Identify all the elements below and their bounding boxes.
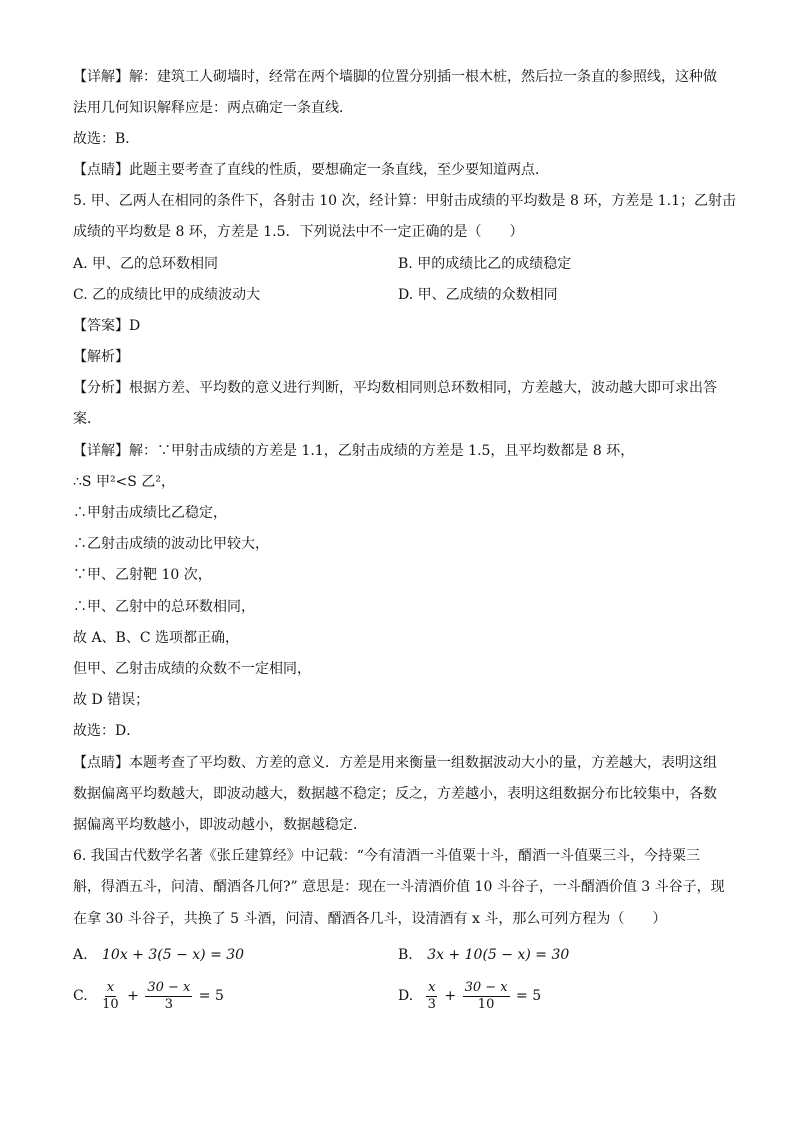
q5-comment-line1: 【点睛】本题考查了平均数、方差的意义．方差是用来衡量一组数据波动大小的量，方差越大，表明这组: [73, 755, 717, 771]
q6-option-b-expr: 3x + 10(5 − x) = 30: [427, 947, 570, 963]
q4-detail-line2: 法用几何知识解释应是：两点确定一条直线．: [73, 100, 353, 116]
q6-option-b: [398, 945, 569, 965]
q6-option-d-f2-denominator: 10: [477, 996, 495, 1012]
q5-detail-line8: 但甲、乙射击成绩的众数不一定相同，: [73, 661, 311, 677]
q6-option-c-f1-denominator: 10: [102, 996, 119, 1012]
q5-detail-line2: ∴S 甲²<S 乙²，: [73, 474, 175, 490]
q6-stem-line3: 在拿 30 斗谷子，共换了 5 斗酒，问清、醑酒各几斗，设清酒有 x 斗，那么可列方程为（ ）: [73, 911, 667, 927]
q5-option-a: A. 甲、乙的总环数相同: [73, 256, 219, 272]
q5-stem-line1: 5. 甲、乙两人在相同的条件下，各射击 10 次，经计算：甲射击成绩的平均数是 8 环，方差是 1.1；乙射击: [73, 193, 737, 209]
q6-option-d: [398, 977, 541, 1015]
q6-option-d-f1-numerator: x: [428, 979, 436, 995]
q6-option-d-fraction1: [426, 980, 438, 1013]
q5-comment-line3: 据偏离平均数越小，即波动越小，数据越稳定．: [73, 817, 367, 833]
q6-option-c-fraction1: [100, 980, 121, 1013]
q5-detail-line4: ∴乙射击成绩的波动比甲较大，: [73, 536, 269, 552]
q5-comment-line2: 数据偏离平均数越大，即波动越大，数据越不稳定；反之，方差越小，表明这组数据分布比较集中，各数: [73, 786, 717, 802]
q5-detail-line5: ∵甲、乙射靶 10 次，: [73, 567, 212, 583]
q6-option-c-f2-denominator: 3: [164, 996, 173, 1012]
q5-analysis-head: 【解析】: [73, 349, 129, 365]
q6-option-c-plus: +: [127, 988, 139, 1004]
q6-option-d-rhs: = 5: [516, 988, 542, 1004]
q5-option-c: C. 乙的成绩比甲的成绩波动大: [73, 287, 261, 303]
q6-stem-line1: 6. 我国古代数学名著《张丘建算经》中记载：“今有清酒一斗值粟十斗，醑酒一斗值粟三斗，今持粟三: [73, 848, 700, 864]
q6-option-c-f2-numerator: 30 − x: [147, 979, 191, 995]
q5-detail-line3: ∴甲射击成绩比乙稳定，: [73, 505, 227, 521]
q5-stem-line2: 成绩的平均数是 8 环，方差是 1.5．下列说法中不一定正确的是（ ）: [73, 224, 524, 240]
q6-option-d-label: D.: [398, 988, 414, 1004]
q6-option-c: [73, 977, 224, 1015]
q6-option-c-fraction2: [145, 980, 192, 1013]
q4-choose: 故选：B．: [73, 131, 140, 147]
q5-option-b: B. 甲的成绩比乙的成绩稳定: [398, 256, 572, 272]
q6-option-b-label: B.: [398, 947, 413, 963]
q6-option-d-plus: +: [444, 988, 457, 1004]
q4-detail-line1: 【详解】解：建筑工人砌墙时，经常在两个墙脚的位置分别插一根木桩，然后拉一条直的参照线，这种做: [73, 69, 717, 85]
q6-option-d-f1-denominator: 3: [427, 996, 436, 1012]
q5-analysis-line2: 案．: [73, 411, 101, 427]
q6-option-d-fraction2: [463, 980, 510, 1013]
q6-option-c-rhs: = 5: [198, 988, 224, 1004]
q5-detail-line6: ∴甲、乙射中的总环数相同，: [73, 599, 255, 615]
q5-choose: 故选：D．: [73, 723, 141, 739]
q6-stem-line2: 斛，得酒五斗，问清、醑酒各几何?” 意思是：现在一斗清酒价值 10 斗谷子，一斗醑酒价值 3 斗谷子，现: [73, 879, 725, 895]
q6-option-c-label: C.: [73, 988, 88, 1004]
q6-option-a-expr: 10x + 3(5 − x) = 30: [102, 947, 245, 963]
q5-detail-line7: 故 A、B、C 选项都正确，: [73, 630, 240, 646]
q5-option-d: D. 甲、乙成绩的众数相同: [398, 287, 558, 303]
q4-comment: 【点睛】此题主要考查了直线的性质，要想确定一条直线，至少要知道两点．: [73, 162, 549, 178]
q5-detail-line1: 【详解】解：∵甲射击成绩的方差是 1.1，乙射击成绩的方差是 1.5，且平均数都是 8 环，: [73, 443, 635, 459]
q6-option-d-f2-numerator: 30 − x: [464, 979, 508, 995]
q5-detail-line9: 故 D 错误；: [73, 692, 150, 708]
q5-analysis-line1: 【分析】根据方差、平均数的意义进行判断，平均数相同则总环数相同，方差越大，波动越大即可求出答: [73, 380, 717, 396]
q6-option-a: [73, 945, 244, 965]
q6-option-a-label: A.: [73, 947, 88, 963]
q6-option-c-f1-numerator: x: [106, 979, 115, 995]
q5-answer: 【答案】D: [73, 318, 141, 334]
